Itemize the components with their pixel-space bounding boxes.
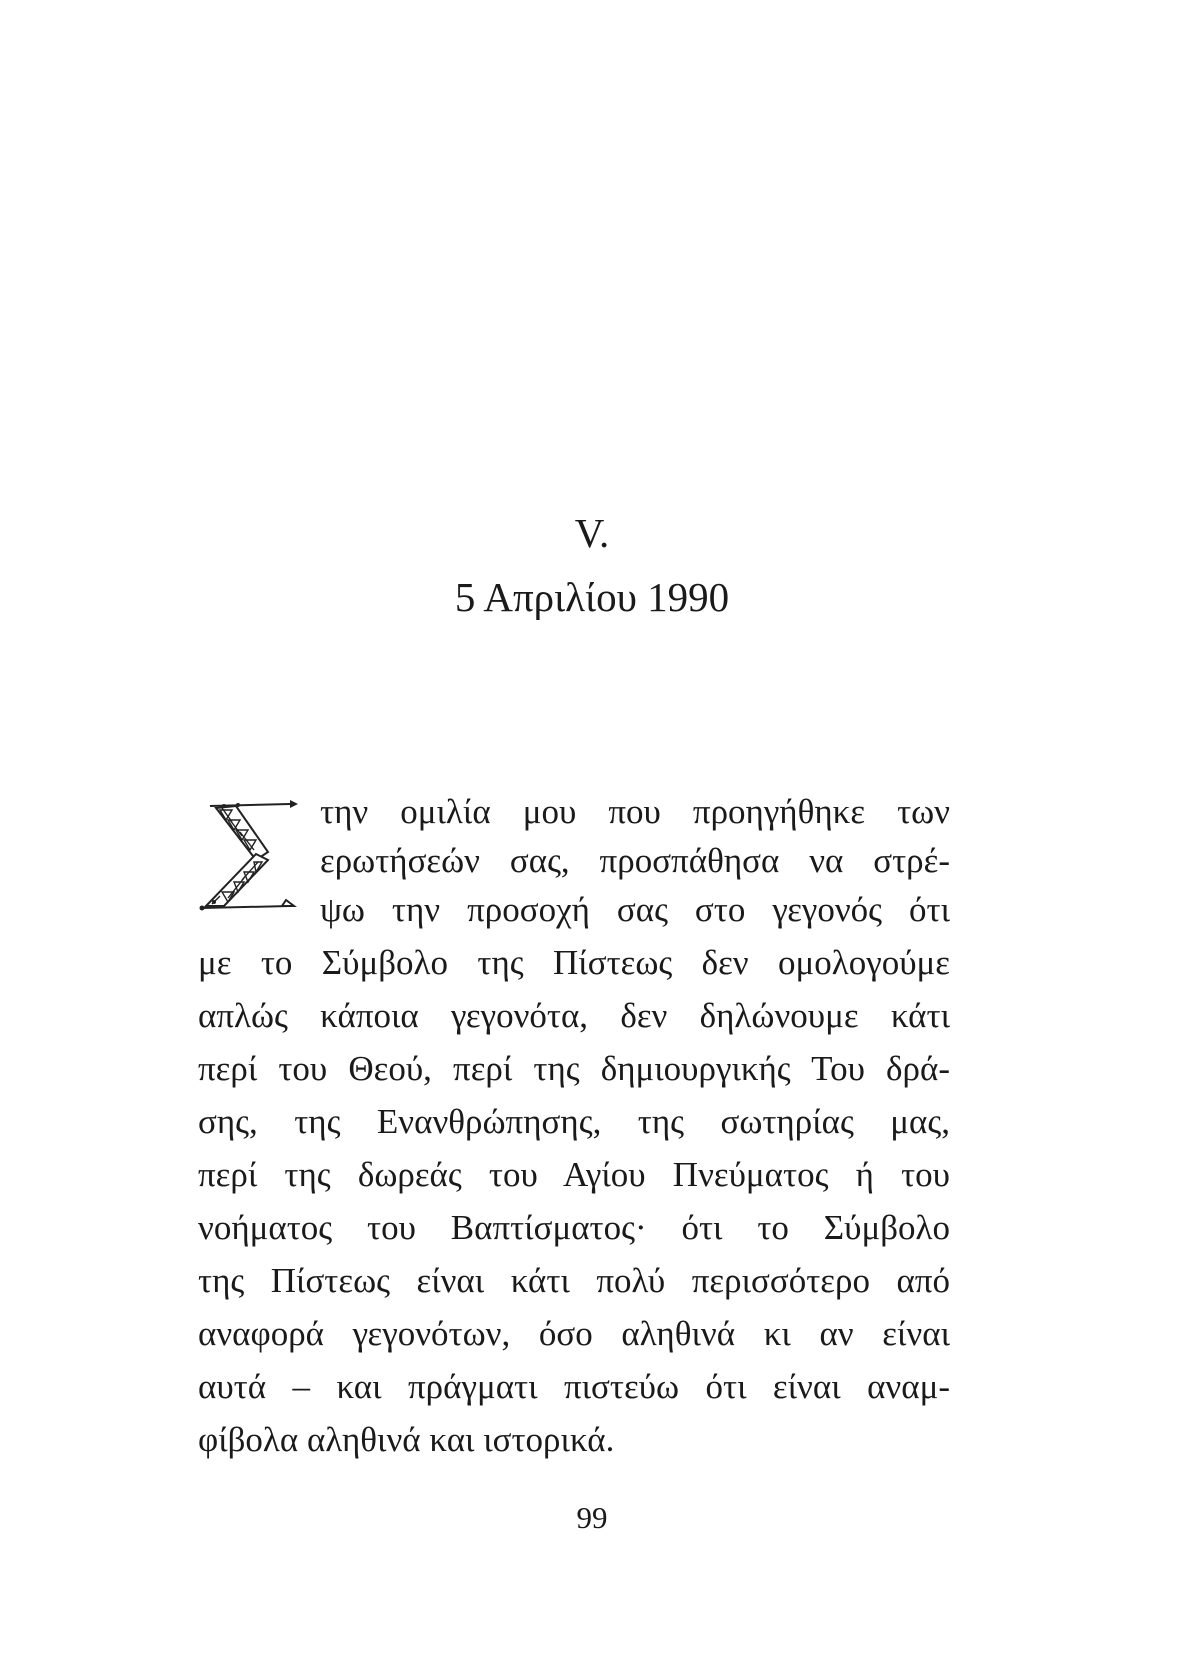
text-line-6: περί του Θεού, περί της δημιουργικής Του δρά- <box>198 1049 950 1088</box>
text-line-8: περί της δωρεάς του Αγίου Πνεύματος ή του <box>198 1155 950 1194</box>
chapter-number: V. <box>574 510 610 556</box>
decorative-dropcap-sigma <box>198 798 308 914</box>
text-line-4: με το Σύμβολο της Πίστεως δεν ομολογούμε <box>198 943 950 982</box>
text-line-5: απλώς κάποια γεγονότα, δεν δηλώνουμε κάτι <box>198 996 950 1035</box>
text-line-12: αυτά – και πράγματι πιστεύω ότι είναι αναμ- <box>198 1367 950 1406</box>
page-number: 99 <box>576 1500 608 1535</box>
text-line-3: ψω την προσοχή σας στο γεγονός ότι <box>320 890 950 929</box>
text-line-2: ερωτήσεών σας, προσπάθησα να στρέ- <box>320 841 950 880</box>
text-line-1: την ομιλία μου που προηγήθηκε των <box>320 792 950 831</box>
text-line-13: φίβολα αληθινά και ιστορικά. <box>198 1420 615 1459</box>
chapter-date: 5 Απριλίου 1990 <box>454 574 730 620</box>
text-line-7: σης, της Ενανθρώπησης, της σωτηρίας μας, <box>198 1102 950 1141</box>
text-line-11: αναφορά γεγονότων, όσο αληθινά κι αν είναι <box>198 1314 950 1353</box>
text-line-9: νοήματος του Βαπτίσματος· ότι το Σύμβολο <box>198 1208 950 1247</box>
text-line-10: της Πίστεως είναι κάτι πολύ περισσότερο από <box>198 1261 950 1300</box>
